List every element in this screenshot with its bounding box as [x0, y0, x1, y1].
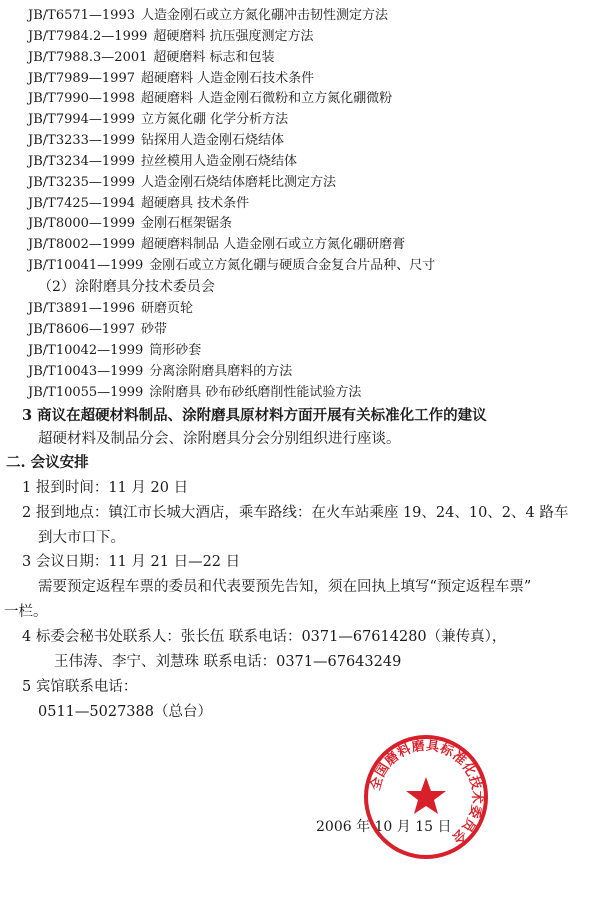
arrangement-dates: 3 会议日期：11 月 21 日—22 日 [22, 554, 241, 570]
standard-item: JB/T7990—1998 超硬磨料 人造金刚石微粉和立方氮化硼微粉 [28, 91, 393, 106]
arrangement-ticket-note: 需要预定返程车票的委员和代表要预先告知，须在回执上填写“预定返程车票” [38, 579, 532, 595]
standard-item: JB/T3891—1996 研磨页轮 [28, 301, 193, 316]
standard-item: JB/T7989—1997 超硬磨料 人造金刚石技术条件 [28, 71, 315, 86]
arrangement-location: 2 报到地点：镇江市长城大酒店，乘车路线：在火车站乘座 19、24、10、2、4 路车 [22, 505, 569, 521]
section-heading: 二. 会议安排 [6, 454, 89, 471]
standard-item: JB/T10041—1999 金刚石或立方氮化硼与硬质合金复合片品种、尺寸 [28, 258, 436, 273]
document-date: 2006 年 10 月 15 日 [316, 819, 452, 835]
arrangement-location-cont: 到大市口下。 [38, 530, 125, 546]
arrangement-hotel-phone: 0511—5027388（总台） [38, 704, 212, 720]
standard-item: JB/T6571—1993 人造金刚石或立方氮化硼冲击韧性测定方法 [28, 8, 388, 23]
standard-item: JB/T8000—1999 金刚石框架锯条 [28, 216, 232, 231]
seal-text: 全国磨料磨具标准化技术委员会 [368, 738, 485, 846]
standard-item: JB/T7994—1999 立方氮化硼 化学分析方法 [28, 112, 289, 127]
arrangement-hotel: 5 宾馆联系电话： [22, 679, 138, 695]
standard-item: JB/T10042—1999 筒形砂套 [28, 343, 202, 358]
standard-item: JB/T7984.2—1999 超硬磨料 抗压强度测定方法 [28, 29, 314, 44]
star-icon [406, 777, 446, 814]
official-seal [362, 733, 490, 861]
standard-item: JB/T10043—1999 分离涂附磨具磨料的方法 [28, 364, 293, 379]
arrangement-ticket-note-cont: 一栏。 [4, 604, 48, 620]
standard-item: JB/T8606—1997 砂带 [28, 322, 167, 337]
standard-item: JB/T7988.3—2001 超硬磨料 标志和包装 [28, 50, 275, 65]
standard-item: JB/T3235—1999 人造金刚石烧结体磨耗比测定方法 [28, 175, 336, 190]
item3-heading: 3 商议在超硬材料制品、涂附磨具原材料方面开展有关标准化工作的建议 [22, 407, 487, 424]
arrangement-contact-cont: 王伟涛、李宁、刘慧珠 联系电话：0371—67643249 [54, 654, 402, 670]
standard-item: JB/T8002—1999 超硬磨料制品 人造金刚石或立方氮化硼研磨膏 [28, 237, 406, 252]
standard-item: JB/T7425—1994 超硬磨具 技术条件 [28, 196, 250, 211]
standard-item: JB/T10055—1999 涂附磨具 砂布砂纸磨削性能试验方法 [28, 385, 362, 400]
arrangement-checkin-time: 1 报到时间：11 月 20 日 [22, 480, 189, 496]
standard-item: JB/T3234—1999 拉丝模用人造金刚石烧结体 [28, 154, 297, 169]
item3-body: 超硬材料及制品分会、涂附磨具分会分别组织进行座谈。 [38, 431, 401, 447]
subcommittee-heading: （2）涂附磨具分技术委员会 [38, 279, 215, 295]
arrangement-contact: 4 标委会秘书处联系人：张长伍 联系电话：0371—67614280（兼传真）， [22, 629, 507, 645]
standard-item: JB/T3233—1999 钻探用人造金刚石烧结体 [28, 133, 284, 148]
